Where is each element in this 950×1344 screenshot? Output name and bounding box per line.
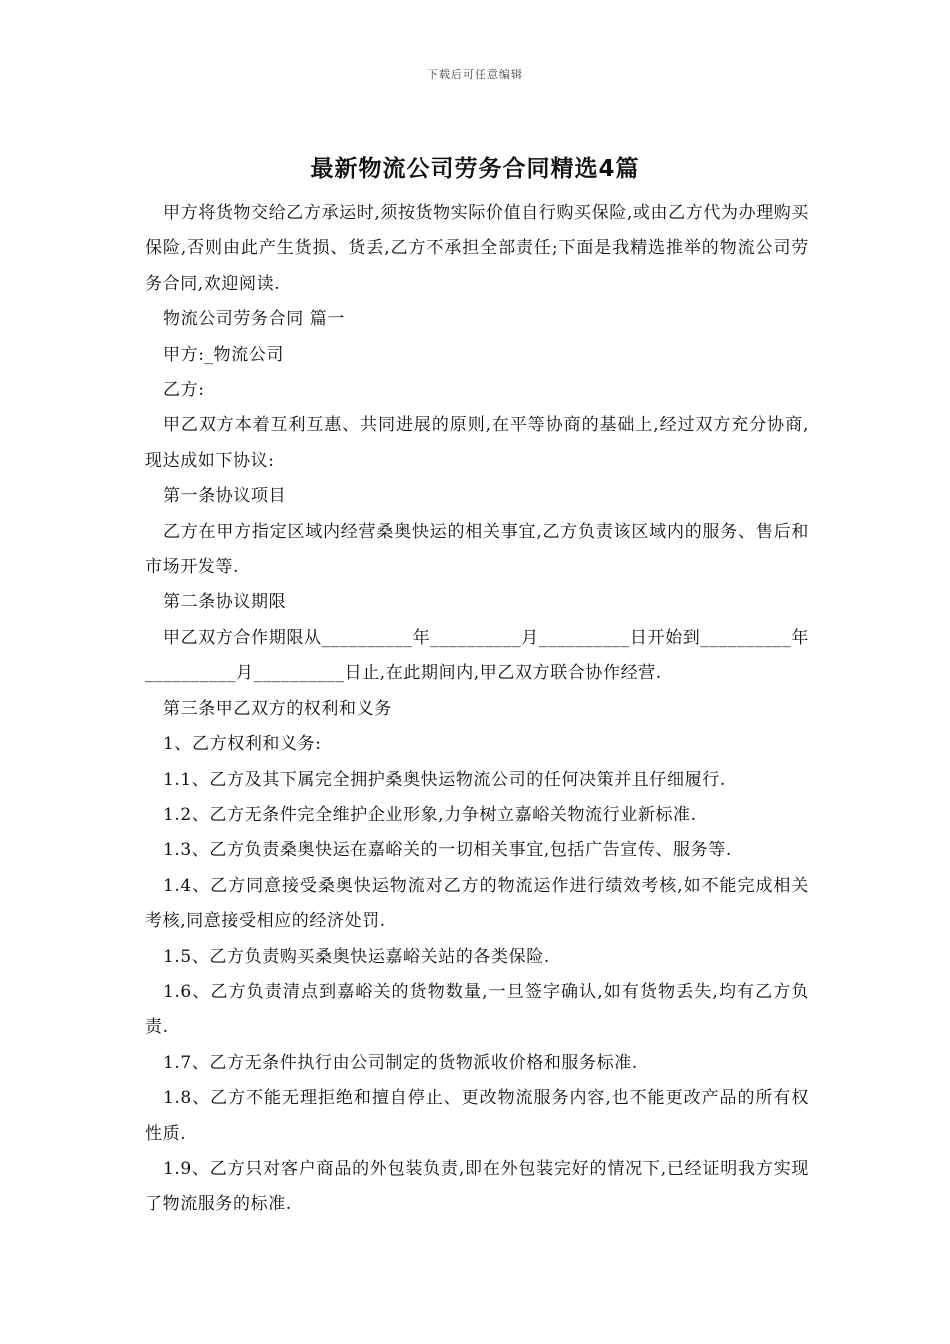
paragraph-preamble: 甲乙双方本着互利互惠、共同进展的原则,在平等协商的基础上,经过双方充分协商,现达成如下协议: xyxy=(145,415,809,471)
article-2-heading: 第二条协议期限 xyxy=(163,592,287,613)
article-2-body: 甲乙双方合作期限从__________年__________月__________日开始到__________年__________月__________日止,在此期间内,甲乙双方联合协作经营. xyxy=(145,627,809,684)
clause-1-6: 1.6、乙方负责清点到嘉峪关的货物数量,一旦签字确认,如有货物丢失,均有乙方负责. xyxy=(145,981,809,1038)
section-heading: 物流公司劳务合同 篇一 xyxy=(163,309,346,330)
article-1-heading: 第一条协议项目 xyxy=(163,486,287,507)
clause-1-2: 1.2、乙方无条件完全维护企业形象,力争树立嘉峪关物流行业新标准. xyxy=(163,804,697,825)
article-1-body: 乙方在甲方指定区域内经营桑奥快运的相关事宜,乙方负责该区域内的服务、售后和市场开发等. xyxy=(145,521,809,578)
clause-1-5: 1.5、乙方负责购买桑奥快运嘉峪关站的各类保险. xyxy=(163,946,550,967)
clause-1-8: 1.8、乙方不能无理拒绝和擅自停止、更改物流服务内容,也不能更改产品的所有权性质. xyxy=(145,1088,809,1144)
document-title: 最新物流公司劳务合同精选4篇 xyxy=(310,156,640,182)
clause-1-heading: 1、乙方权利和义务: xyxy=(163,734,322,755)
clause-1-4: 1.4、乙方同意接受桑奥快运物流对乙方的物流运作进行绩效考核,如不能完成相关考核,同意接受相应的经济处罚. xyxy=(145,875,809,932)
party-b-line: 乙方: xyxy=(163,380,205,401)
paragraph-intro: 甲方将货物交给乙方承运时,须按货物实际价值自行购买保险,或由乙方代为办理购买保险,否则由此产生货损、货丢,乙方不承担全部责任;下面是我精选推举的物流公司劳务合同,欢迎阅读. xyxy=(145,203,809,294)
header-note: 下载后可任意编辑 xyxy=(427,68,523,81)
document-body xyxy=(145,196,809,1223)
clause-1-7: 1.7、乙方无条件执行由公司制定的货物派收价格和服务标准. xyxy=(163,1052,638,1073)
article-3-heading: 第三条甲乙双方的权利和义务 xyxy=(163,698,392,719)
clause-1-1: 1.1、乙方及其下属完全拥护桑奥快运物流公司的任何决策并且仔细履行. xyxy=(163,769,726,790)
clause-1-9: 1.9、乙方只对客户商品的外包装负责,即在外包装完好的情况下,已经证明我方实现了物流服务的标准. xyxy=(145,1158,809,1215)
clause-1-3: 1.3、乙方负责桑奥快运在嘉峪关的一切相关事宜,包括广告宣传、服务等. xyxy=(163,840,732,861)
party-a-line: 甲方:_物流公司 xyxy=(163,344,285,365)
